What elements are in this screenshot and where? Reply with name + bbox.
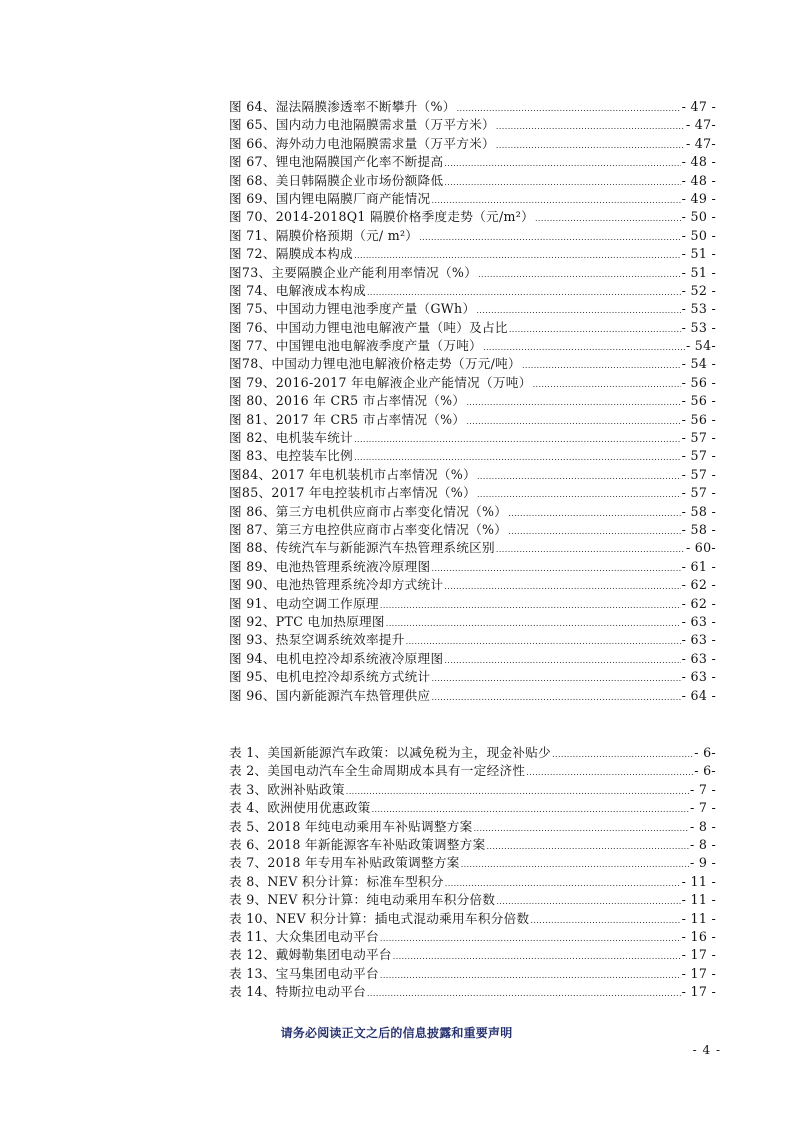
dot-leader xyxy=(346,783,689,801)
figure-entry[interactable] xyxy=(229,447,716,465)
figure-title: 图 77、中国锂电池电解液季度产量（万吨） xyxy=(229,338,483,354)
figure-title: 图73、主要隔膜企业产能利用率情况（%） xyxy=(229,264,478,280)
figure-title: 图 72、隔膜成本构成 xyxy=(229,246,354,262)
table-entry[interactable] xyxy=(229,891,716,909)
figure-page: - 52 - xyxy=(681,282,716,298)
figure-title: 图 86、第三方电机供应商市占率变化情况（%） xyxy=(229,503,508,519)
table-title: 表 7、2018 年专用车补贴政策调整方案 xyxy=(229,855,460,871)
dot-leader xyxy=(526,764,693,782)
figure-entry[interactable] xyxy=(229,668,716,686)
figure-entry[interactable] xyxy=(229,521,716,539)
figure-page: - 51 - xyxy=(681,246,716,262)
table-entry[interactable] xyxy=(229,928,716,946)
dot-leader xyxy=(419,229,680,247)
figure-page: - 56 - xyxy=(681,374,716,390)
table-title: 表 11、大众集团电动平台 xyxy=(229,928,379,944)
figure-page: - 60- xyxy=(685,540,716,556)
table-page: - 11 - xyxy=(681,892,716,908)
figure-page: - 58 - xyxy=(681,521,716,537)
figure-entry[interactable] xyxy=(229,484,716,502)
figure-entry[interactable] xyxy=(229,98,716,116)
figure-title: 图 76、中国动力锂电池电解液产量（吨）及占比 xyxy=(229,319,508,335)
figure-title: 图 65、国内动力电池隔膜需求量（万平方米） xyxy=(229,117,495,133)
dot-leader xyxy=(530,912,680,930)
page-number: - 4 - xyxy=(692,1043,721,1057)
figure-page: - 57 - xyxy=(681,485,716,501)
dot-leader xyxy=(354,431,681,449)
table-entry[interactable] xyxy=(229,946,716,964)
figure-page: - 58 - xyxy=(681,503,716,519)
figure-title: 图 92、PTC 电加热原理图 xyxy=(229,613,385,629)
figure-page: - 64 - xyxy=(681,687,716,703)
figure-title: 图 79、2016-2017 年电解液企业产能情况（万吨） xyxy=(229,374,532,390)
figure-title: 图 70、2014-2018Q1 隔膜价格季度走势（元/m²） xyxy=(229,209,534,225)
table-list xyxy=(229,744,716,1001)
table-entry[interactable] xyxy=(229,965,716,983)
figure-page: - 56 - xyxy=(681,393,716,409)
table-page: - 6- xyxy=(694,745,716,760)
dot-leader xyxy=(466,394,680,412)
table-entry[interactable] xyxy=(229,983,716,1001)
figure-page: - 50 - xyxy=(681,227,716,243)
dot-leader xyxy=(477,468,681,486)
figure-entry[interactable] xyxy=(229,374,716,392)
figure-entry[interactable] xyxy=(229,595,716,613)
figure-page: - 51 - xyxy=(681,264,716,280)
dot-leader xyxy=(533,376,681,394)
figure-title: 图78、中国动力锂电池电解液价格走势（万元/吨） xyxy=(229,356,521,372)
dot-leader xyxy=(444,652,680,670)
dot-leader xyxy=(444,578,680,596)
figure-entry[interactable] xyxy=(229,429,716,447)
figure-title: 图 90、电池热管理系统冷却方式统计 xyxy=(229,577,444,593)
table-entry[interactable] xyxy=(229,836,716,854)
dot-leader xyxy=(496,541,685,559)
figure-title: 图 74、电解液成本构成 xyxy=(229,282,366,298)
figure-entry[interactable] xyxy=(229,245,716,263)
figure-page: - 54 - xyxy=(681,356,716,372)
figure-page: - 56 - xyxy=(681,411,716,427)
figure-page: - 50 - xyxy=(681,209,716,225)
table-entry[interactable] xyxy=(229,799,716,817)
table-entry[interactable] xyxy=(229,910,716,928)
table-title: 表 9、NEV 积分计算：纯电动乘用车积分倍数 xyxy=(229,892,496,908)
table-page: - 11 - xyxy=(681,873,716,889)
figure-page: - 48 - xyxy=(681,154,716,170)
dot-leader xyxy=(508,505,680,523)
figure-entry[interactable] xyxy=(229,282,716,300)
dot-leader xyxy=(486,838,689,856)
figure-title: 图 69、国内锂电隔膜厂商产能情况 xyxy=(229,190,431,206)
figure-page: - 53 - xyxy=(681,301,716,317)
dot-leader xyxy=(367,985,681,1003)
dot-leader xyxy=(466,413,680,431)
figure-entry[interactable] xyxy=(229,539,716,557)
figure-title: 图 67、锂电池隔膜国产化率不断提高 xyxy=(229,154,444,170)
table-page: - 17 - xyxy=(681,965,716,981)
table-page: - 7 - xyxy=(689,781,716,797)
dot-leader xyxy=(444,155,680,173)
table-entry[interactable] xyxy=(229,854,716,872)
table-page: - 8 - xyxy=(689,836,716,852)
dot-leader xyxy=(552,746,693,764)
figure-entry[interactable] xyxy=(229,135,716,153)
figure-title: 图 81、2017 年 CR5 市占率情况（%） xyxy=(229,411,466,427)
dot-leader xyxy=(406,633,681,651)
table-page: - 17 - xyxy=(681,984,716,1000)
table-entry[interactable] xyxy=(229,781,716,799)
figure-page: - 53 - xyxy=(681,319,716,335)
figure-title: 图85、2017 年电控装机市占率情况（%） xyxy=(229,485,476,501)
table-title: 表 5、2018 年纯电动乘用车补贴调整方案 xyxy=(229,818,473,834)
table-title: 表 10、NEV 积分计算：插电式混动乘用车积分倍数 xyxy=(229,910,530,926)
figure-entry[interactable] xyxy=(229,631,716,649)
figure-title: 图 95、电机电控冷却系统方式统计 xyxy=(229,669,431,685)
dot-leader xyxy=(496,137,685,155)
dot-leader xyxy=(522,357,681,375)
figure-page: - 47- xyxy=(685,117,716,133)
table-entry[interactable] xyxy=(229,744,716,762)
figure-entry[interactable] xyxy=(229,116,716,134)
dot-leader xyxy=(393,948,681,966)
figure-entry[interactable] xyxy=(229,576,716,594)
table-title: 表 8、NEV 积分计算：标准车型积分 xyxy=(229,873,444,889)
table-title: 表 3、欧洲补贴政策 xyxy=(229,781,345,797)
figure-entry[interactable] xyxy=(229,613,716,631)
figure-entry[interactable] xyxy=(229,392,716,410)
figure-title: 图 80、2016 年 CR5 市占率情况（%） xyxy=(229,393,466,409)
table-page: - 16 - xyxy=(681,928,716,944)
figure-title: 图 89、电池热管理系统液冷原理图 xyxy=(229,558,431,574)
table-page: - 7 - xyxy=(689,800,716,816)
table-title: 表 2、美国电动汽车全生命周期成本具有一定经济性 xyxy=(229,763,526,779)
figure-entry[interactable] xyxy=(229,687,716,705)
dot-leader xyxy=(444,174,680,192)
table-page: - 11 - xyxy=(681,910,716,926)
figure-entry[interactable] xyxy=(229,300,716,318)
table-page: - 9 - xyxy=(689,855,716,871)
dot-leader xyxy=(477,486,681,504)
dot-leader xyxy=(496,118,685,136)
dot-leader xyxy=(431,670,680,688)
figure-page: - 61 - xyxy=(681,558,716,574)
figure-title: 图 83、电控装车比例 xyxy=(229,448,354,464)
table-title: 表 12、戴姆勒集团电动平台 xyxy=(229,947,392,963)
figure-page: - 49 - xyxy=(681,190,716,206)
figure-entry[interactable] xyxy=(229,337,716,355)
figure-page: - 48 - xyxy=(681,172,716,188)
figure-title: 图 93、热泵空调系统效率提升 xyxy=(229,632,405,648)
figure-page: - 63 - xyxy=(681,632,716,648)
table-title: 表 1、美国新能源汽车政策：以减免税为主，现金补贴少 xyxy=(229,745,552,760)
figure-page: - 63 - xyxy=(681,669,716,685)
table-title: 表 14、特斯拉电动平台 xyxy=(229,984,366,1000)
table-title: 表 4、欧洲使用优惠政策 xyxy=(229,800,371,816)
figure-list xyxy=(229,98,716,705)
table-entry[interactable] xyxy=(229,818,716,836)
dot-leader xyxy=(380,597,681,615)
table-entry[interactable] xyxy=(229,873,716,891)
dot-leader xyxy=(380,967,681,985)
dot-leader xyxy=(508,523,680,541)
table-title: 表 13、宝马集团电动平台 xyxy=(229,965,379,981)
figure-entry[interactable] xyxy=(229,190,716,208)
figure-page: - 47- xyxy=(685,135,716,151)
figure-title: 图 64、湿法隔膜渗透率不断攀升（%） xyxy=(229,99,456,114)
figure-page: - 47 - xyxy=(681,99,716,114)
figure-page: - 57 - xyxy=(681,466,716,482)
figure-title: 图 96、国内新能源汽车热管理供应 xyxy=(229,687,431,703)
figure-entry[interactable] xyxy=(229,411,716,429)
table-page: - 6- xyxy=(694,763,716,779)
table-page: - 8 - xyxy=(689,818,716,834)
figure-page: - 57 - xyxy=(681,430,716,446)
figure-title: 图 75、中国动力锂电池季度产量（GWh） xyxy=(229,301,476,317)
figure-entry[interactable] xyxy=(229,503,716,521)
dot-leader xyxy=(474,820,689,838)
figure-page: - 63 - xyxy=(681,613,716,629)
figure-title: 图84、2017 年电机装机市占率情况（%） xyxy=(229,466,476,482)
table-entry[interactable] xyxy=(229,762,716,780)
figure-title: 图 91、电动空调工作原理 xyxy=(229,595,379,611)
figure-entry[interactable] xyxy=(229,355,716,373)
figure-page: - 62 - xyxy=(681,595,716,611)
figure-page: - 62 - xyxy=(681,577,716,593)
figure-entry[interactable] xyxy=(229,558,716,576)
figure-title: 图 94、电机电控冷却系统液冷原理图 xyxy=(229,650,444,666)
table-title: 表 6、2018 年新能源客车补贴政策调整方案 xyxy=(229,836,486,852)
figure-entry[interactable] xyxy=(229,208,716,226)
figure-title: 图 87、第三方电控供应商市占率变化情况（%） xyxy=(229,521,508,537)
dot-leader xyxy=(461,856,689,874)
figure-title: 图 66、海外动力电池隔膜需求量（万平方米） xyxy=(229,135,495,151)
figure-page: - 54- xyxy=(685,338,716,354)
figure-entry[interactable] xyxy=(229,153,716,171)
figure-page: - 57 - xyxy=(681,448,716,464)
dot-leader xyxy=(386,615,681,633)
figure-entry[interactable] xyxy=(229,172,716,190)
dot-leader xyxy=(509,321,681,339)
figure-entry[interactable] xyxy=(229,466,716,484)
figure-title: 图 68、美日韩隔膜企业市场份额降低 xyxy=(229,172,444,188)
disclaimer-note: 请务必阅读正文之后的信息披露和重要声明 xyxy=(280,1026,513,1040)
figure-entry[interactable] xyxy=(229,319,716,337)
figure-entry[interactable] xyxy=(229,650,716,668)
figure-entry[interactable] xyxy=(229,264,716,282)
figure-page: - 63 - xyxy=(681,650,716,666)
dot-leader xyxy=(380,930,681,948)
dot-leader xyxy=(478,266,681,284)
dot-leader xyxy=(431,560,680,578)
dot-leader xyxy=(535,210,681,228)
dot-leader xyxy=(431,689,680,707)
figure-entry[interactable] xyxy=(229,227,716,245)
table-page: - 17 - xyxy=(681,947,716,963)
figure-title: 图 82、电机装车统计 xyxy=(229,430,354,446)
figure-title: 图 71、隔膜价格预期（元/ m²） xyxy=(229,227,419,243)
figure-title: 图 88、传统汽车与新能源汽车热管理系统区别 xyxy=(229,540,495,556)
